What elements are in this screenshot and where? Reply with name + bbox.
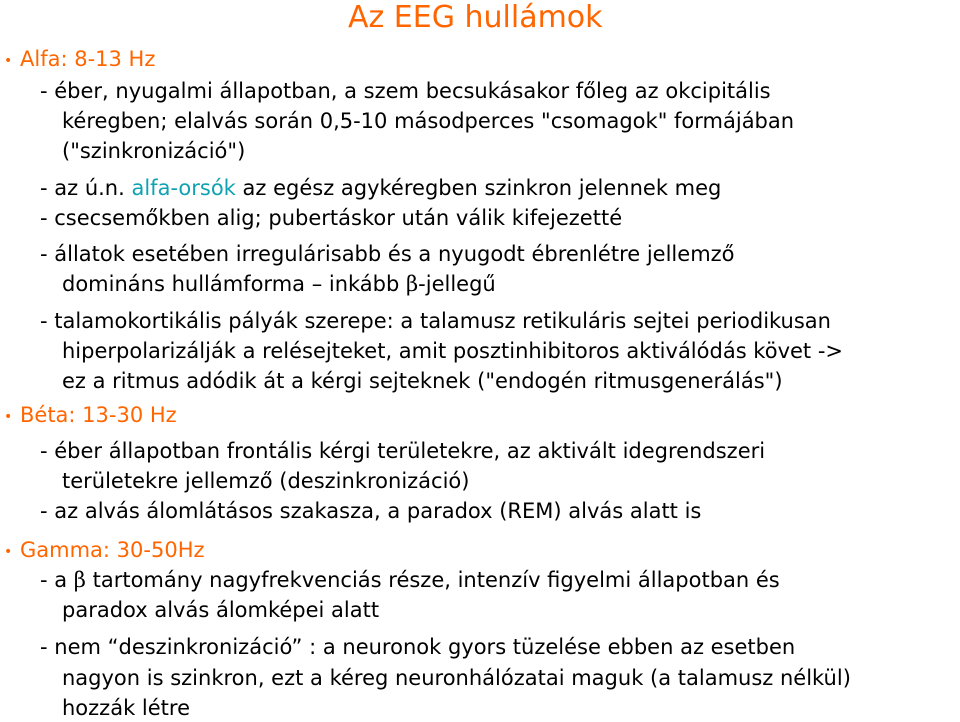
gamma-line-2: paradox alvás álomképei alatt: [62, 598, 380, 622]
alpha-line-4-start: - az ú.n.: [40, 176, 132, 200]
gamma-heading: Gamma: 30-50Hz: [20, 538, 205, 562]
alpha-line-4-end: az egész agykéregben szinkron jelennek meg: [235, 176, 722, 200]
gamma-line-4: nagyon is szinkron, ezt a kéreg neuronhálózatai maguk (a talamusz nélkül): [62, 666, 851, 690]
alpha-line-7: [62, 270, 496, 298]
alpha-heading: Alfa: 8-13 Hz: [20, 47, 156, 71]
alpha-line-7-end: -jellegű: [418, 272, 496, 296]
bullet-beta: •: [4, 409, 13, 425]
beta-symbol: β: [406, 272, 419, 296]
gamma-line-3: - nem “deszinkronizáció” : a neuronok gyors tüzelése ebben az esetben: [40, 635, 796, 659]
beta-heading: Béta: 13-30 Hz: [20, 403, 177, 427]
page-title: Az EEG hullámok: [348, 0, 603, 35]
alpha-line-2: kéregben; elalvás során 0,5-10 másodperces "csomagok" formájában: [62, 109, 795, 133]
gamma-line-1-end: tartomány nagyfrekvenciás része, intenzív figyelmi állapotban és: [85, 568, 780, 592]
gamma-line-1: [40, 566, 780, 594]
alpha-line-10: ez a ritmus adódik át a kérgi sejteknek ("endogén ritmusgenerálás"): [62, 369, 783, 393]
alpha-line-3: ("szinkronizáció"): [62, 139, 246, 163]
gamma-line-1-start: - a: [40, 568, 74, 592]
alpha-line-6: - állatok esetében irregulárisabb és a nyugodt ébrenlétre jellemző: [40, 242, 735, 266]
gamma-line-5: hozzák létre: [62, 696, 190, 720]
alpha-line-5: - csecsemőkben alig; pubertáskor után válik kifejezetté: [40, 206, 623, 230]
bullet-gamma: •: [4, 544, 13, 560]
beta-line-2: területekre jellemző (deszinkronizáció): [62, 469, 470, 493]
beta-line-3: - az alvás álomlátásos szakasza, a paradox (REM) alvás alatt is: [40, 499, 702, 523]
bullet-alpha: •: [4, 53, 13, 69]
alpha-line-9: hiperpolarizálják a relésejteket, amit posztinhibitoros aktiválódás követ ->: [62, 339, 843, 363]
beta-line-1: - éber állapotban frontális kérgi területekre, az aktivált idegrendszeri: [40, 439, 766, 463]
alpha-line-8: - talamokortikális pályák szerepe: a talamusz retikuláris sejtei periodikusan: [40, 309, 831, 333]
alpha-line-4: [40, 174, 721, 202]
alpha-line-7-start: domináns hullámforma – inkább: [62, 272, 407, 296]
beta-symbol: β: [73, 568, 86, 592]
alpha-line-1: - éber, nyugalmi állapotban, a szem becsukásakor főleg az okcipitális: [40, 79, 771, 103]
alpha-spindles-term: alfa-orsók: [131, 176, 236, 200]
